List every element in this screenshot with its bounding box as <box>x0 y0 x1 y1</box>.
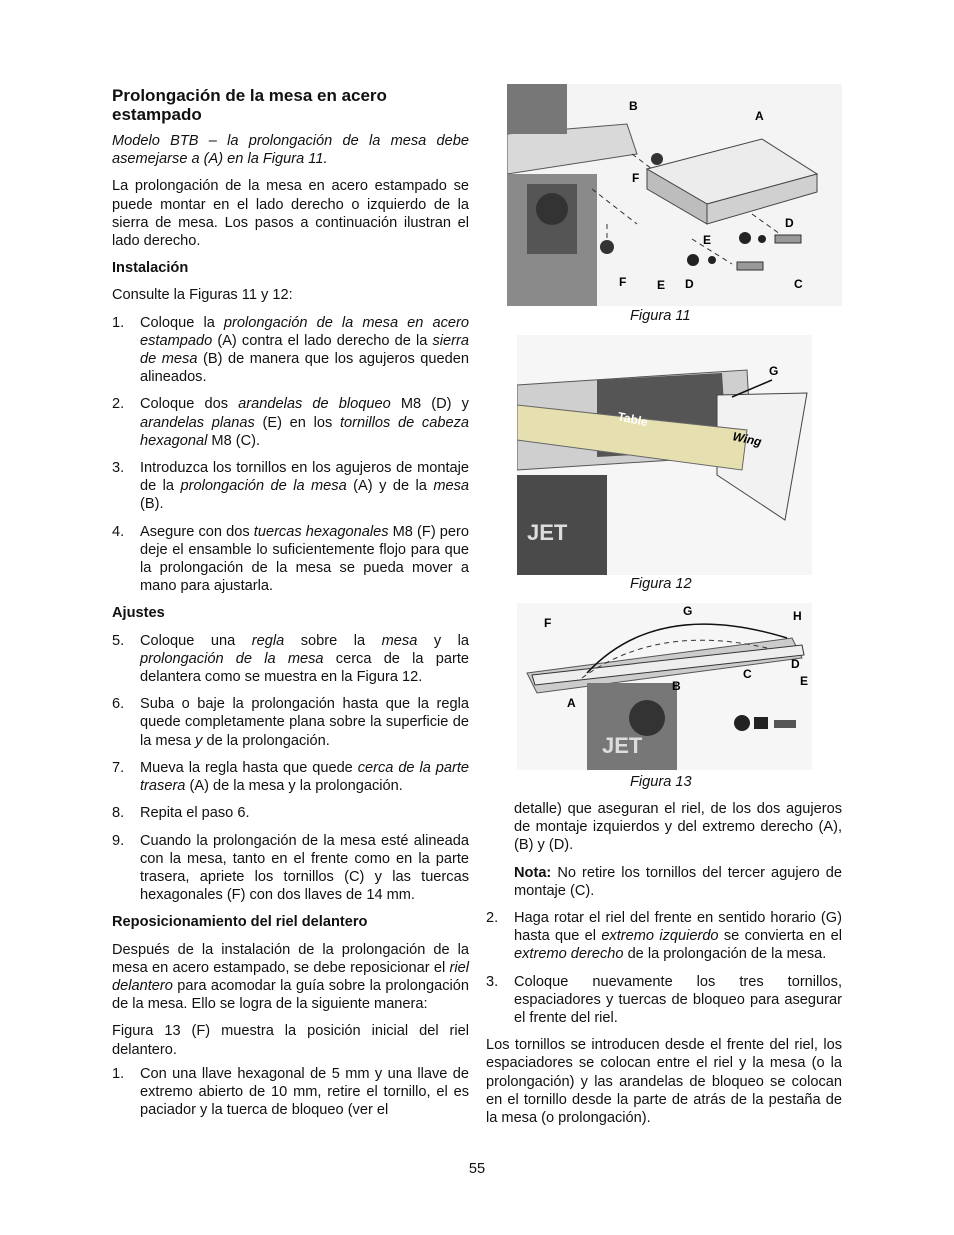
list-number: 7. <box>112 759 125 776</box>
figure-12-illustration <box>517 335 812 575</box>
list-text <box>140 1065 469 1120</box>
text-run: Coloque nuevamente los tres tornillos, espaciadores y tuercas de bloqueo para asegurar el frente del riel. <box>514 973 842 1027</box>
italic-term: mesa <box>433 478 470 495</box>
text-run: M8 (F) pero deje el ensamble lo suficientemente flojo para que la prolongación de la mesa se pueda mover a mano para ajustarla. <box>140 523 469 595</box>
italic-term: prolongación de la mesa <box>180 478 347 495</box>
list-number: 4. <box>112 523 125 540</box>
list-item <box>112 759 469 795</box>
fig13-label-a: A <box>567 696 576 710</box>
list-item <box>112 395 469 450</box>
text-run: (B). <box>140 496 164 513</box>
adjust-steps-list <box>112 632 469 905</box>
right-column <box>486 800 842 1127</box>
text-run: M8 (C). <box>207 432 261 449</box>
list-number: 1. <box>112 1065 125 1082</box>
italic-term: tuercas hexagonales <box>253 523 389 540</box>
text-run: Coloque una <box>140 632 252 649</box>
figure-12-caption: Figura 12 <box>630 576 692 592</box>
text-run: y la <box>417 632 470 649</box>
list-item <box>112 523 469 596</box>
fig11-label-d-bottom: D <box>685 277 694 291</box>
text-run: Mueva la regla hasta que quede <box>140 759 358 776</box>
note-label: Nota: <box>514 864 552 881</box>
italic-term: tornillos de cabeza hexagonal <box>140 414 469 449</box>
list-item <box>112 804 469 822</box>
fig12-wing-text: Wing <box>731 429 763 450</box>
right-steps-list <box>486 909 842 1027</box>
fig13-label-h: H <box>793 609 802 623</box>
list-item <box>112 1065 469 1120</box>
list-number: 3. <box>486 973 499 990</box>
italic-term: regla <box>251 632 285 649</box>
text-run: (B) de manera que los agujeros queden alineados. <box>140 351 469 386</box>
install-steps-list <box>112 314 469 596</box>
list-text <box>140 395 469 450</box>
fig13-label-c: C <box>743 667 752 681</box>
continued-paragraph: detalle) que aseguran el riel, de los dos agujeros de montaje izquierdos y del extremo derecho (A), (B) y (D). <box>514 801 842 854</box>
fig13-brand: JET <box>602 733 643 758</box>
text-run: Repita el paso 6. <box>140 805 250 822</box>
italic-term: extremo derecho <box>514 946 624 963</box>
list-text <box>140 459 469 514</box>
figure-13-caption: Figura 13 <box>630 774 692 790</box>
list-number: 2. <box>112 396 125 413</box>
fig13-label-b: B <box>672 679 681 693</box>
fig12-label-g: G <box>769 364 779 378</box>
list-item <box>486 973 842 1028</box>
text-run: Introduzca los tornillos en los agujeros de montaje de la <box>140 460 469 495</box>
fig11-label-b: B <box>629 99 638 113</box>
list-text <box>140 632 469 687</box>
fig12-table-text: Table <box>616 409 650 430</box>
fig11-label-d-top: D <box>785 216 794 230</box>
text-run: para acomodar la guía sobre la prolongación de la mesa. Ello se logra de la siguiente manera: <box>112 977 469 1013</box>
list-number: 5. <box>112 632 125 649</box>
list-item <box>112 314 469 387</box>
list-text <box>140 695 469 750</box>
note-paragraph <box>514 864 842 900</box>
list-number: 8. <box>112 805 125 822</box>
rail-figure-note: Figura 13 (F) muestra la posición inicial del riel delantero. <box>112 1023 469 1058</box>
text-run: Después de la instalación de la prolongación de la mesa en acero estampado, se debe reposicionar el <box>112 941 469 976</box>
fig11-label-c: C <box>794 277 803 291</box>
list-text <box>140 523 469 596</box>
left-column <box>112 86 469 1128</box>
list-item <box>112 832 469 905</box>
list-text <box>140 804 469 822</box>
list-number: 9. <box>112 832 125 849</box>
text-run: Asegure con dos <box>140 523 254 540</box>
list-number: 6. <box>112 696 125 713</box>
italic-term: extremo izquierdo <box>601 928 719 945</box>
italic-term: prolongación de la mesa en acero estampado <box>140 314 469 349</box>
list-item <box>486 909 842 964</box>
fig13-label-d: D <box>791 657 800 671</box>
install-reference: Consulte la Figuras 11 y 12: <box>112 287 293 304</box>
list-item <box>112 632 469 687</box>
fig13-label-f: F <box>544 616 552 630</box>
fig13-label-e: E <box>800 674 809 688</box>
text-run: (A) de la mesa y la prolongación. <box>185 778 403 795</box>
list-text <box>514 973 842 1028</box>
list-text <box>140 759 469 795</box>
text-run: Coloque la <box>140 314 224 331</box>
closing-paragraph: Los tornillos se introducen desde el frente del riel, los espaciadores se colocan entre el riel y la mesa (o la prolongación) y las arandelas de bloqueo se colocan en el tornillo desde la parte de atrás de la pestaña de la mesa (o prolongación). <box>486 1037 842 1127</box>
list-number: 3. <box>112 460 125 477</box>
intro-paragraph: La prolongación de la mesa en acero estampado se puede montar en el lado derecho o izquierdo de la sierra de mesa. Los pasos a continuación ilustran el lado derecho. <box>112 178 469 250</box>
text-run: (A) y de la <box>346 478 434 495</box>
install-heading: Instalación <box>112 260 189 277</box>
text-run: (E) en los <box>254 414 340 431</box>
list-text <box>514 909 842 964</box>
fig11-label-a: A <box>755 109 764 123</box>
section-title: Prolongación de la mesa en acero estampado <box>112 86 387 124</box>
rail-intro-paragraph <box>112 941 469 1014</box>
text-run: Con una llave hexagonal de 5 mm y una llave de extremo abierto de 10 mm, retire el tornillo, el es paciador y la tuerca de bloqueo (ver el <box>140 1065 469 1119</box>
fig12-brand: JET <box>527 520 568 545</box>
figure-11-caption: Figura 11 <box>630 308 691 324</box>
italic-term: arandelas planas <box>140 414 255 431</box>
text-run: Haga rotar el riel del frente en sentido horario (G) hasta que el <box>514 910 842 945</box>
fig13-label-g: G <box>683 604 693 618</box>
text-run: Suba o baje la prolongación hasta que la regla quede completamente plana sobre la superficie de la mesa <box>140 696 469 749</box>
text-run: Coloque dos <box>140 396 239 413</box>
list-number: 2. <box>486 910 499 927</box>
fig11-label-e-bottom: E <box>657 278 666 292</box>
list-item <box>112 695 469 750</box>
figure-11-illustration <box>507 84 842 306</box>
fig11-label-e-top: E <box>703 233 712 247</box>
italic-term: mesa <box>381 632 418 649</box>
text-run: Cuando la prolongación de la mesa esté alineada con la mesa, tanto en el frente como en la parte trasera, apriete los tornillos (C) y las tuercas hexagonales (F) con dos llaves de 14 mm. <box>140 832 469 904</box>
italic-term: sierra de mesa <box>140 332 469 368</box>
fig11-label-f-top: F <box>632 171 640 185</box>
rail-heading: Reposicionamiento del riel delantero <box>112 914 368 931</box>
list-text <box>140 832 469 905</box>
italic-term: riel delantero <box>112 959 469 994</box>
list-number: 1. <box>112 314 125 331</box>
list-item <box>112 459 469 514</box>
text-run: de la prolongación. <box>202 732 330 749</box>
italic-term: cerca de la parte trasera <box>140 759 469 795</box>
text-run: (A) contra el lado derecho de la <box>212 332 433 349</box>
italic-term: prolongación de la mesa <box>140 650 324 667</box>
list-text <box>140 314 469 387</box>
note-text: No retire los tornillos del tercer agujero de montaje (C). <box>514 864 842 899</box>
page-number: 55 <box>468 1161 486 1177</box>
adjust-heading: Ajustes <box>112 605 165 622</box>
figure-13-illustration <box>517 603 812 770</box>
rail-step-1 <box>112 1065 469 1120</box>
text-run: de la prolongación de la mesa. <box>623 946 827 963</box>
fig11-label-f-bottom: F <box>619 275 627 289</box>
text-run: M8 (D) y <box>390 396 469 413</box>
text-run: se convierta en el <box>718 928 842 945</box>
italic-term: arandelas de bloqueo <box>238 396 391 413</box>
text-run: cerca de la parte delantera como se muestra en la Figura 12. <box>140 650 470 686</box>
italic-term: y <box>195 732 203 749</box>
text-run: sobre la <box>284 632 382 649</box>
model-note: Modelo BTB – la prolongación de la mesa debe asemejarse a (A) en la Figura 11. <box>112 133 469 168</box>
